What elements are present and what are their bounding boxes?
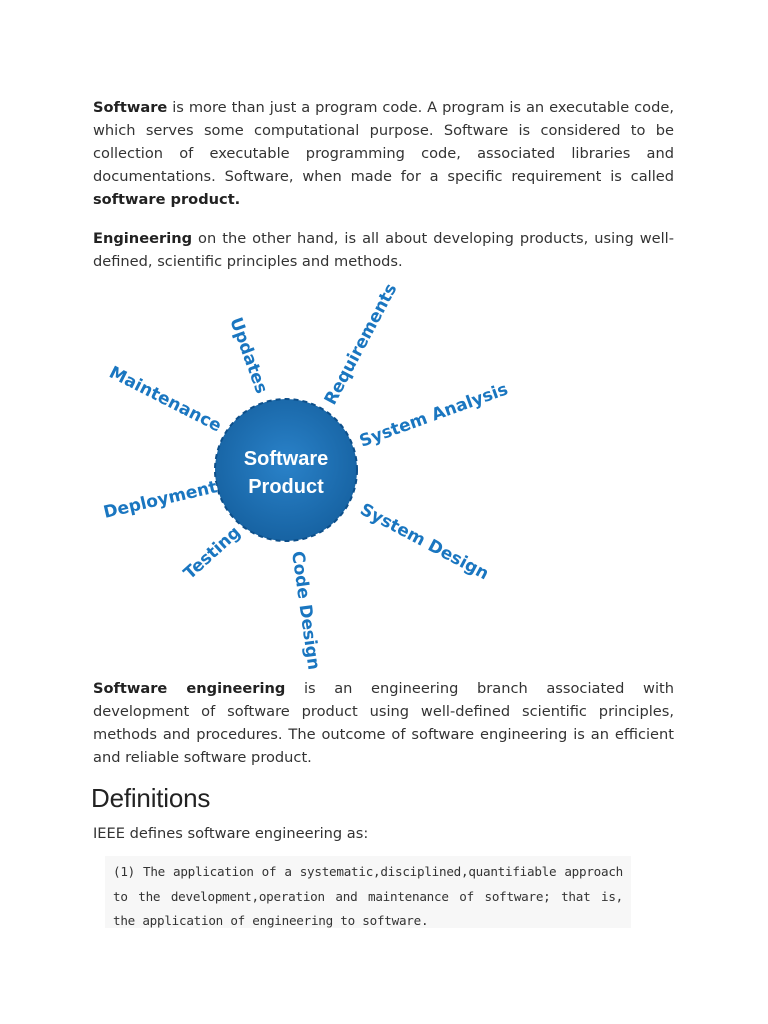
ieee-intro-text: IEEE defines software engineering as: [93, 825, 369, 842]
hub-label-line1: Software [243, 448, 329, 470]
software-paragraph [93, 96, 674, 211]
definitions-heading: Definitions [91, 783, 211, 813]
hub-circle [215, 399, 357, 541]
spoke-maintenance: Maintenance [105, 362, 225, 437]
spoke-code-design: Code Design [287, 549, 324, 672]
engineering-definition-text: on the other hand, is all about developing products, using well-defined, scientific principles and methods. [93, 230, 674, 270]
software-definition-text: is more than just a program code. A program is an executable code, which serves some computational purpose. Software is considered to be collection of executable programming code, associated libraries and documentations. Software, when made for a specific requirement is called [93, 99, 674, 185]
software-product-diagram [80, 280, 520, 680]
engineering-paragraph [93, 227, 674, 273]
spoke-system-analysis: System Analysis [356, 379, 511, 452]
ieee-definition-quote: (1) The application of a systematic,disciplined,quantifiable approach to the development,operation and maintenance of software; that is, the application of engineering to software. [105, 856, 631, 928]
software-term: Software [93, 99, 168, 116]
engineering-term: Engineering [93, 230, 193, 247]
hub-label-line2: Product [248, 476, 324, 498]
software-engineering-term: Software engineering [93, 680, 286, 697]
spoke-updates: Updates [225, 314, 272, 397]
spoke-requirements: Requirements [320, 280, 402, 409]
software-engineering-paragraph [93, 677, 674, 769]
spoke-deployment: Deployment [101, 477, 220, 523]
spoke-system-design: System Design [356, 499, 492, 585]
software-engineering-definition-text: is an engineering branch associated with development of software product using well-defined scientific principles, methods and procedures. The outcome of software engineering is an efficient and reliable software product. [93, 680, 674, 766]
software-product-term: software product. [93, 191, 241, 208]
spoke-testing: Testing [179, 522, 245, 584]
